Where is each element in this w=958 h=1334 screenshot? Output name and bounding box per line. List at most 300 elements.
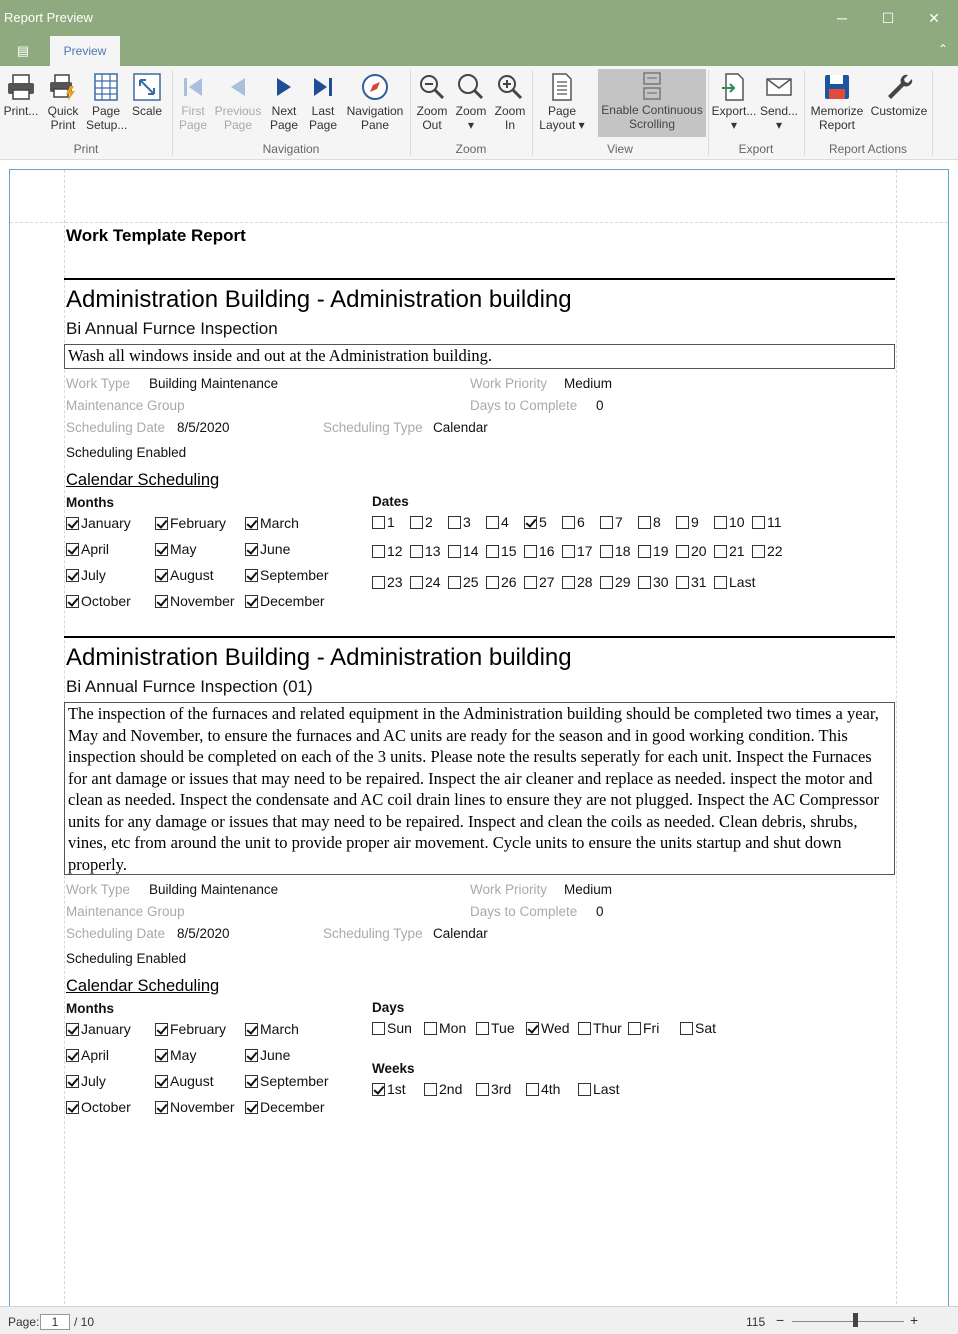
- page-number-input[interactable]: 1: [40, 1314, 70, 1330]
- date-checkbox: [714, 574, 755, 590]
- ribbon-button-label: Enable Continuous: [601, 103, 703, 117]
- checkbox-label: September: [260, 567, 329, 583]
- ribbon-button-label: Report: [818, 118, 856, 132]
- checkbox-box: [476, 1083, 489, 1096]
- last-page-button[interactable]: [304, 70, 342, 132]
- date-checkbox: [676, 514, 699, 530]
- checkbox-label: July: [81, 1073, 106, 1089]
- minimize-button[interactable]: ─: [837, 10, 847, 26]
- month-checkbox: [66, 593, 131, 609]
- date-checkbox: [410, 574, 441, 590]
- checkbox-label: Thur: [593, 1020, 622, 1036]
- close-button[interactable]: ✕: [928, 10, 940, 26]
- checkbox-label: 19: [653, 543, 669, 559]
- month-checkbox: [155, 567, 214, 583]
- value-scheduling-date: 8/5/2020: [177, 420, 230, 435]
- checkbox-label: 24: [425, 574, 441, 590]
- checkbox-box: [155, 1023, 168, 1036]
- ribbon-group-navigation: Navigation: [262, 142, 320, 156]
- month-checkbox: [155, 1047, 196, 1063]
- zoom-out-icon: [412, 70, 452, 104]
- calendar-scheduling-heading: Calendar Scheduling: [66, 977, 220, 995]
- ribbon-button-label: Pane: [360, 118, 390, 132]
- week-checkbox: [578, 1081, 619, 1097]
- months-heading: Months: [66, 1001, 114, 1016]
- month-checkbox: [155, 1099, 235, 1115]
- checkbox-box: [524, 576, 537, 589]
- checkbox-box: [155, 1101, 168, 1114]
- checkbox-box: [562, 516, 575, 529]
- date-checkbox: [410, 543, 441, 559]
- checkbox-box: [600, 545, 613, 558]
- ribbon-button-label: In: [504, 118, 515, 132]
- building-heading: Administration Building - Administration building: [66, 644, 572, 671]
- date-checkbox: [448, 514, 471, 530]
- month-checkbox: [66, 567, 106, 583]
- checkbox-label: June: [260, 541, 291, 557]
- checkbox-box: [245, 517, 258, 530]
- work-template-name: Bi Annual Furnce Inspection (01): [66, 677, 313, 696]
- checkbox-box: [526, 1022, 539, 1035]
- checkbox-box: [486, 576, 499, 589]
- ribbon-button-label: Print...: [3, 104, 39, 118]
- zoom-slider-thumb[interactable]: [853, 1313, 858, 1327]
- checkbox-label: Wed: [541, 1020, 570, 1036]
- ribbon-button-label: Export...: [711, 104, 757, 118]
- checkbox-box: [600, 516, 613, 529]
- ribbon-button-label: First: [181, 104, 205, 118]
- quick-print-button[interactable]: [44, 70, 82, 132]
- day-checkbox: [680, 1020, 716, 1036]
- month-checkbox: [155, 541, 196, 557]
- checkbox-label: 17: [577, 543, 593, 559]
- checkbox-label: March: [260, 1021, 299, 1037]
- ribbon-button-label: Zoom: [416, 104, 448, 118]
- checkbox-box: [155, 1075, 168, 1088]
- checkbox-label: 4: [501, 514, 509, 530]
- checkbox-label: 3rd: [491, 1081, 512, 1097]
- date-checkbox: [676, 543, 707, 559]
- month-checkbox: [66, 541, 109, 557]
- printer-button[interactable]: [2, 70, 40, 118]
- label-work-type: Work Type: [66, 882, 131, 897]
- checkbox-label: September: [260, 1073, 329, 1089]
- checkbox-label: April: [81, 541, 110, 557]
- week-checkbox: [424, 1081, 462, 1097]
- label-maintenance-group: Maintenance Group: [66, 398, 185, 413]
- ribbon-tab-row: [0, 36, 958, 66]
- value-scheduling-type: Calendar: [433, 420, 488, 435]
- zoom-in-button[interactable]: [490, 70, 530, 132]
- date-checkbox: [486, 543, 517, 559]
- checkbox-box: [410, 516, 423, 529]
- checkbox-box: [524, 545, 537, 558]
- ribbon-button-label: Zoom: [494, 104, 526, 118]
- ribbon-button-label: Scrolling: [628, 117, 676, 131]
- checkbox-label: 16: [539, 543, 555, 559]
- save-disk-button[interactable]: [806, 70, 868, 132]
- date-checkbox: [524, 574, 555, 590]
- date-checkbox: [714, 514, 745, 530]
- date-checkbox: [524, 543, 555, 559]
- page-total: / 10: [74, 1315, 95, 1329]
- checkbox-box: [66, 1023, 79, 1036]
- checkbox-label: March: [260, 515, 299, 531]
- collapse-ribbon-icon[interactable]: ⌃: [937, 42, 948, 56]
- continuous-scroll-icon: [598, 69, 706, 103]
- date-checkbox: [448, 574, 479, 590]
- checkbox-box: [676, 516, 689, 529]
- month-checkbox: [66, 1047, 109, 1063]
- section-divider: [64, 636, 895, 638]
- date-checkbox: [752, 543, 783, 559]
- checkbox-box: [486, 545, 499, 558]
- checkbox-box: [372, 516, 385, 529]
- checkbox-label: Tue: [491, 1020, 515, 1036]
- title-bar: [0, 0, 958, 36]
- checkbox-label: 11: [767, 514, 782, 530]
- value-work-priority: Medium: [564, 882, 613, 897]
- label-maintenance-group: Maintenance Group: [66, 904, 185, 919]
- checkbox-label: 2: [425, 514, 433, 530]
- previous-page-button[interactable]: [212, 70, 264, 132]
- zoom-button[interactable]: [452, 70, 490, 132]
- checkbox-box: [448, 545, 461, 558]
- zoom-out-button[interactable]: −: [776, 1312, 785, 1328]
- month-checkbox: [245, 1099, 325, 1115]
- date-checkbox: [600, 514, 623, 530]
- month-checkbox: [245, 515, 299, 531]
- file-menu-icon[interactable]: ▤: [16, 43, 30, 58]
- ribbon-button-label: Next: [271, 104, 297, 118]
- checkbox-label: Sat: [695, 1020, 717, 1036]
- checkbox-box: [372, 1022, 385, 1035]
- printer-icon: [2, 70, 40, 104]
- ribbon-group-report-actions: Report Actions: [828, 142, 908, 156]
- value-scheduling-date: 8/5/2020: [177, 926, 230, 941]
- ribbon-group-zoom: Zoom: [455, 142, 487, 156]
- ribbon-button-label: ▾: [730, 118, 738, 132]
- checkbox-label: 14: [463, 543, 479, 559]
- checkbox-box: [714, 516, 727, 529]
- margin-guide-top: [10, 222, 948, 223]
- month-checkbox: [155, 1021, 226, 1037]
- continuous-scroll-button[interactable]: [598, 69, 706, 137]
- checkbox-box: [578, 1083, 591, 1096]
- date-checkbox: [486, 574, 517, 590]
- first-page-icon: [176, 70, 210, 104]
- date-checkbox: [638, 543, 669, 559]
- day-checkbox: [628, 1020, 659, 1036]
- checkbox-label: 31: [691, 574, 707, 590]
- checkbox-box: [752, 545, 765, 558]
- checkbox-label: October: [81, 593, 131, 609]
- label-days-to-complete: Days to Complete: [470, 904, 578, 919]
- checkbox-label: August: [170, 567, 214, 583]
- report-viewer: [0, 160, 958, 1306]
- date-checkbox: [372, 514, 395, 530]
- checkbox-box: [245, 595, 258, 608]
- day-checkbox: [578, 1020, 622, 1036]
- tab-preview[interactable]: Preview: [50, 36, 120, 66]
- next-page-button[interactable]: [266, 70, 302, 132]
- value-scheduling-type: Calendar: [433, 926, 488, 941]
- ribbon-button-label: Print: [50, 118, 76, 132]
- checkbox-box: [562, 545, 575, 558]
- day-checkbox: [476, 1020, 515, 1036]
- label-work-priority: Work Priority: [470, 376, 548, 391]
- date-checkbox: [638, 514, 661, 530]
- checkbox-box: [476, 1022, 489, 1035]
- checkbox-box: [66, 1101, 79, 1114]
- ribbon-group-view: View: [607, 142, 633, 156]
- checkbox-label: 21: [729, 543, 745, 559]
- checkbox-label: 22: [767, 543, 783, 559]
- checkbox-label: January: [81, 515, 131, 531]
- checkbox-label: 1: [387, 514, 395, 530]
- previous-page-icon: [212, 70, 264, 104]
- checkbox-box: [245, 1075, 258, 1088]
- ribbon-button-label: Memorize: [810, 104, 864, 118]
- building-heading: Administration Building - Administration building: [66, 286, 572, 313]
- month-checkbox: [155, 515, 226, 531]
- date-checkbox: [524, 514, 547, 530]
- page-setup-icon: [86, 70, 126, 104]
- checkbox-box: [562, 576, 575, 589]
- checkbox-box: [424, 1022, 437, 1035]
- checkbox-label: Last: [729, 574, 756, 590]
- checkbox-label: November: [170, 593, 235, 609]
- ribbon-button-label: Page: [547, 104, 577, 118]
- zoom-out-button[interactable]: [412, 70, 452, 132]
- checkbox-label: May: [170, 1047, 197, 1063]
- scale-icon: [128, 70, 166, 104]
- checkbox-label: October: [81, 1099, 131, 1115]
- margin-guide-right: [896, 170, 897, 1309]
- date-checkbox: [410, 514, 433, 530]
- report-title: Work Template Report: [66, 226, 246, 245]
- page-layout-button[interactable]: [538, 70, 586, 132]
- value-work-type: Building Maintenance: [149, 882, 279, 897]
- zoom-in-icon: [490, 70, 530, 104]
- checkbox-box: [372, 576, 385, 589]
- page-label: Page:: [8, 1315, 40, 1329]
- week-checkbox: [526, 1081, 560, 1097]
- work-description: Wash all windows inside and out at the Administration building.: [64, 344, 895, 369]
- ribbon-button-label: Layout ▾: [539, 118, 585, 132]
- ribbon-button-label: Scale: [131, 104, 163, 118]
- ribbon-button-label: Previous: [214, 104, 262, 118]
- month-checkbox: [66, 1099, 131, 1115]
- checkbox-label: 23: [387, 574, 403, 590]
- week-checkbox: [372, 1081, 406, 1097]
- checkbox-label: 15: [501, 543, 517, 559]
- month-checkbox: [245, 1073, 328, 1089]
- status-bar: [0, 1306, 958, 1334]
- checkbox-label: February: [170, 1021, 227, 1037]
- month-checkbox: [245, 593, 325, 609]
- month-checkbox: [155, 593, 235, 609]
- checkbox-label: Fri: [643, 1020, 660, 1036]
- value-work-priority: Medium: [564, 376, 613, 391]
- checkbox-box: [600, 576, 613, 589]
- checkbox-box: [676, 545, 689, 558]
- label-work-priority: Work Priority: [470, 882, 548, 897]
- checkbox-label: 25: [463, 574, 479, 590]
- checkbox-label: 6: [577, 514, 585, 530]
- ribbon-button-label: Page: [269, 118, 299, 132]
- checkbox-box: [66, 569, 79, 582]
- checkbox-box: [714, 545, 727, 558]
- checkbox-label: 18: [615, 543, 631, 559]
- checkbox-label: Last: [593, 1081, 620, 1097]
- checkbox-label: 1st: [387, 1081, 406, 1097]
- scale-button[interactable]: [128, 70, 166, 118]
- checkbox-label: February: [170, 515, 227, 531]
- date-checkbox: [372, 543, 403, 559]
- maximize-button[interactable]: ☐: [881, 10, 895, 26]
- ribbon-button-label: Zoom: [455, 104, 487, 118]
- checkbox-label: November: [170, 1099, 235, 1115]
- ribbon-group-separator: [932, 70, 933, 156]
- date-checkbox: [714, 543, 745, 559]
- date-checkbox: [562, 543, 593, 559]
- weeks-heading: Weeks: [372, 1061, 415, 1076]
- checkbox-label: August: [170, 1073, 214, 1089]
- date-checkbox: [448, 543, 479, 559]
- date-checkbox: [562, 574, 593, 590]
- ribbon-button-label: Page: [308, 118, 338, 132]
- report-page: [9, 169, 949, 1309]
- ribbon-button-label: ▾: [467, 118, 475, 132]
- ribbon-button-label: Send...: [759, 104, 799, 118]
- checkbox-box: [245, 569, 258, 582]
- checkbox-label: 30: [653, 574, 669, 590]
- checkbox-box: [155, 595, 168, 608]
- month-checkbox: [245, 567, 328, 583]
- checkbox-box: [66, 595, 79, 608]
- checkbox-label: July: [81, 567, 106, 583]
- day-checkbox: [372, 1020, 412, 1036]
- checkbox-label: 9: [691, 514, 699, 530]
- checkbox-box: [372, 545, 385, 558]
- compass-icon: [342, 70, 408, 104]
- ribbon-button-label: Navigation: [346, 104, 404, 118]
- save-disk-icon: [806, 70, 868, 104]
- ribbon-button-label: Customize: [870, 104, 928, 118]
- checkbox-box: [66, 517, 79, 530]
- checkbox-box: [524, 516, 537, 529]
- checkbox-box: [66, 543, 79, 556]
- value-work-type: Building Maintenance: [149, 376, 279, 391]
- checkbox-box: [638, 545, 651, 558]
- first-page-button[interactable]: [176, 70, 210, 132]
- label-work-type: Work Type: [66, 376, 131, 391]
- checkbox-label: 4th: [541, 1081, 561, 1097]
- checkbox-label: 28: [577, 574, 593, 590]
- calendar-scheduling-heading: Calendar Scheduling: [66, 471, 220, 489]
- ribbon-button-label: Last: [311, 104, 335, 118]
- page-layout-icon: [538, 70, 586, 104]
- page-setup-button[interactable]: [86, 70, 126, 132]
- checkbox-box: [638, 516, 651, 529]
- ribbon-button-label: Quick: [47, 104, 79, 118]
- dates-heading: Dates: [372, 494, 409, 509]
- checkbox-label: Mon: [439, 1020, 467, 1036]
- checkbox-box: [66, 1075, 79, 1088]
- envelope-button[interactable]: [756, 70, 802, 132]
- checkbox-label: 5: [539, 514, 547, 530]
- quick-print-icon: [44, 70, 82, 104]
- checkbox-box: [486, 516, 499, 529]
- label-scheduling-type: Scheduling Type: [323, 420, 423, 435]
- checkbox-box: [638, 576, 651, 589]
- value-days-to-complete: 0: [596, 398, 604, 413]
- checkbox-label: 26: [501, 574, 517, 590]
- next-page-icon: [266, 70, 302, 104]
- compass-button[interactable]: [342, 70, 408, 132]
- window-title: Report Preview: [4, 10, 93, 25]
- section-divider: [64, 278, 895, 280]
- checkbox-box: [372, 1083, 385, 1096]
- work-description: The inspection of the furnaces and related equipment in the Administration building should be completed two times a year, May and November, to ensure the furnaces and AC units are ready for the season and in good working condition. This inspection should be completed on each of the 3 units. Please note the results seperatly for each unit. Inspect the Furnaces for ant damage or issues that may need to be repaired. Inspect the air cleaner and replace as needed. inspect the motor and clean as needed. Inspect the condensate and AC coil drain lines to ensure they are not plugged. Inspect the AC Compressor units for any damage or issues that may need to be repaired. Inspect and clean the coils as needed. Clean debris, shrubs, vines, etc from around the unit to provide proper air movement. Cycle units to ensure the units startup and shut down properly.: [64, 702, 895, 875]
- label-scheduling-date: Scheduling Date: [66, 420, 166, 435]
- checkbox-box: [245, 1049, 258, 1062]
- zoom-in-button[interactable]: +: [910, 1312, 919, 1328]
- months-heading: Months: [66, 495, 114, 510]
- scheduling-enabled: Scheduling Enabled: [66, 951, 187, 966]
- day-checkbox: [424, 1020, 466, 1036]
- zoom-percent: 115: [746, 1315, 766, 1329]
- checkbox-box: [714, 576, 727, 589]
- ribbon-button-label: Page: [91, 104, 121, 118]
- checkbox-box: [245, 1023, 258, 1036]
- export-icon: [710, 70, 758, 104]
- checkbox-label: Sun: [387, 1020, 412, 1036]
- checkbox-label: December: [260, 1099, 325, 1115]
- checkbox-label: 12: [387, 543, 403, 559]
- date-checkbox: [752, 514, 782, 530]
- month-checkbox: [245, 1021, 299, 1037]
- last-page-icon: [304, 70, 342, 104]
- month-checkbox: [245, 541, 290, 557]
- work-template-name: Bi Annual Furnce Inspection: [66, 319, 278, 338]
- ribbon-button-label: ▾: [775, 118, 783, 132]
- ribbon-button-label: Setup...: [86, 118, 128, 132]
- day-checkbox: [526, 1020, 570, 1036]
- label-days-to-complete: Days to Complete: [470, 398, 578, 413]
- label-scheduling-date: Scheduling Date: [66, 926, 166, 941]
- checkbox-box: [526, 1083, 539, 1096]
- month-checkbox: [66, 1021, 131, 1037]
- zoom-icon: [452, 70, 490, 104]
- zoom-slider-track[interactable]: [792, 1321, 904, 1322]
- checkbox-box: [155, 543, 168, 556]
- ribbon-button-label: Page: [223, 118, 253, 132]
- checkbox-box: [628, 1022, 641, 1035]
- checkbox-box: [424, 1083, 437, 1096]
- wrench-icon: [868, 70, 930, 104]
- checkbox-label: December: [260, 593, 325, 609]
- checkbox-label: 3: [463, 514, 471, 530]
- days-heading: Days: [372, 1000, 405, 1015]
- checkbox-box: [245, 543, 258, 556]
- checkbox-label: April: [81, 1047, 110, 1063]
- export-button[interactable]: [710, 70, 758, 132]
- date-checkbox: [638, 574, 669, 590]
- wrench-button[interactable]: [868, 70, 930, 118]
- date-checkbox: [600, 543, 631, 559]
